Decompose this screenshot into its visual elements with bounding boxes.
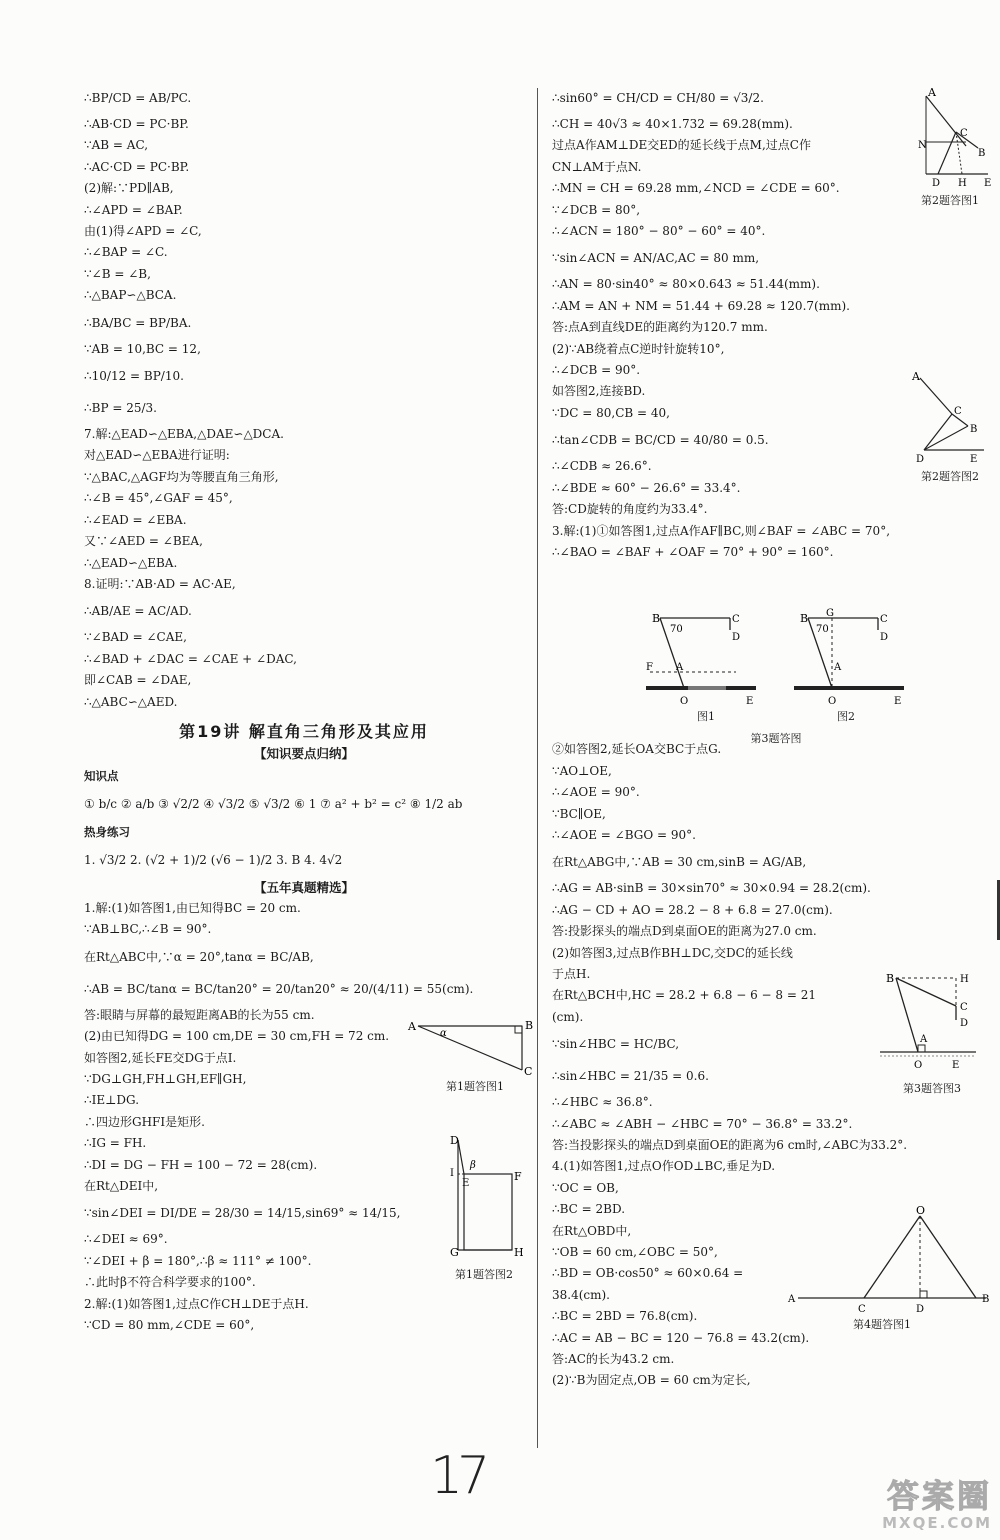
q2-fig2-caption: 第2题答图2 bbox=[921, 470, 979, 483]
q3f2-label-c: C bbox=[880, 614, 888, 625]
left-after-lines-line: ∵AB⊥BC,∴∠B = 90°. bbox=[84, 922, 212, 937]
q2f2-label-a: A bbox=[912, 370, 920, 383]
left-lines-line: ∵∠B = ∠B, bbox=[84, 266, 151, 281]
left-after-lines-line: 在Rt△DEI中, bbox=[84, 1179, 159, 1193]
q3-group-caption: 第3题答图 bbox=[750, 732, 802, 745]
right-lines-line: ∴AN = 80·sin40° ≈ 80×0.643 ≈ 51.44(mm). bbox=[552, 277, 820, 292]
q1f2-label-beta: β bbox=[470, 1160, 476, 1171]
left-lines-line: ∴∠B = 45°,∠GAF = 45°, bbox=[84, 491, 233, 506]
right-after-lines-line: ∴∠AOE = 90°. bbox=[552, 785, 640, 800]
left-after-lines-line: ∴DI = DG − FH = 100 − 72 = 28(cm). bbox=[84, 1157, 318, 1172]
q2f1-label-a: A bbox=[928, 86, 936, 99]
q2f2-label-c: C bbox=[954, 406, 962, 417]
q1-fig2-drawing bbox=[444, 1132, 530, 1264]
right-lines-line: 答:点A到直线DE的距离约为120.7 mm. bbox=[552, 320, 768, 335]
q1f2-label-f: F bbox=[514, 1170, 522, 1183]
left-after-lines-line: ∴∠DEI ≈ 69°. bbox=[84, 1232, 168, 1247]
right-after-lines-line: ∵BC∥OE, bbox=[552, 806, 606, 821]
left-after-lines-line: ∵∠DEI + β = 180°,∴β ≈ 111° ≠ 100°. bbox=[84, 1253, 312, 1268]
right-after-lines-line: ∴∠HBC ≈ 36.8°. bbox=[552, 1095, 653, 1110]
right-after-lines-line: ∵OC = OB, bbox=[552, 1180, 619, 1195]
q3f1-label-c: C bbox=[732, 614, 740, 625]
q3f3-label-a: A bbox=[920, 1034, 928, 1045]
q3-fig3-caption: 第3题答图3 bbox=[903, 1082, 961, 1095]
right-after-lines-line: (2)如答图3,过点B作BH⊥DC,交DC的延长线 bbox=[552, 945, 793, 960]
q3-sub1 bbox=[646, 612, 756, 707]
right-after-lines-line: ∴BC = 2BD = 76.8(cm). bbox=[552, 1309, 698, 1324]
left-after-lines-line: 在Rt△ABC中,∵α = 20°,tanα = BC/AB, bbox=[84, 949, 314, 964]
q3f1-label-f: F bbox=[646, 662, 653, 673]
q1f2-label-i: I bbox=[450, 1168, 454, 1179]
right-lines-line: ∴∠CDB ≈ 26.6°. bbox=[552, 459, 652, 474]
q1f1-label-a: A bbox=[408, 1020, 416, 1033]
right-lines-line: ∴tan∠CDB = BC/CD = 40/80 = 0.5. bbox=[552, 433, 769, 448]
right-after-lines-line: 答:AC的长为43.2 cm. bbox=[552, 1352, 675, 1367]
q4f1-label-o: O bbox=[916, 1204, 926, 1217]
left-lines-line: ∴BA/BC = BP/BA. bbox=[84, 315, 192, 330]
q3f2-label-b: B bbox=[800, 612, 809, 625]
q2-figure-1 bbox=[904, 86, 996, 208]
q4f1-label-b: B bbox=[982, 1294, 990, 1305]
q2-figure-2 bbox=[904, 370, 996, 484]
left-after-lines-line: 如答图2,延长FE交DG于点I. bbox=[84, 1050, 237, 1065]
knowledge-heading: 【知识要点归纳】 bbox=[253, 745, 354, 761]
right-lines-line: CN⊥AM于点N. bbox=[552, 159, 642, 174]
left-lines-line: ∵AB = AC, bbox=[84, 138, 149, 153]
q3-subcaptions bbox=[636, 706, 916, 724]
right-after-lines-line: 于点H. bbox=[552, 966, 591, 981]
right-after-lines-line: ∴sin∠HBC = 21/35 = 0.6. bbox=[552, 1069, 709, 1084]
q3f2-label-a: A bbox=[834, 662, 842, 673]
q3-figures-drawing bbox=[636, 610, 916, 706]
right-lines-line: ∵∠DCB = 80°, bbox=[552, 202, 641, 217]
warmup-answers: 1. √3/2 2. (√2 + 1)/2 (√6 − 1)/2 3. B 4. 4√2 bbox=[84, 852, 343, 867]
right-lines-line: ∴MN = CH = 69.28 mm,∠NCD = ∠CDE = 60°. bbox=[552, 181, 840, 196]
right-lines-line: ∴∠DCB = 90°. bbox=[552, 363, 641, 378]
left-lines-line: ∴△EAD∽△EBA. bbox=[84, 555, 178, 570]
q3f3-label-b: B bbox=[886, 972, 895, 985]
right-after-lines-line: (cm). bbox=[552, 1009, 584, 1024]
right-after-lines-line: ∴AG = AB·sinB = 30×sin70° ≈ 30×0.94 = 28.2(cm). bbox=[552, 881, 871, 896]
right-after-lines-line: ②如答图2,延长OA交BC于点G. bbox=[552, 742, 722, 757]
q2f1-label-c: C bbox=[960, 128, 968, 139]
q3-figure-3 bbox=[880, 968, 984, 1096]
right-lines-line: (2)∵AB绕着点C逆时针旋转10°, bbox=[552, 341, 725, 356]
q1f1-label-alpha: α bbox=[440, 1028, 447, 1039]
q2f2-label-d: D bbox=[916, 454, 925, 465]
left-lines-line: ∴AB/AE = AC/AD. bbox=[84, 604, 192, 619]
q2-fig1-drawing bbox=[904, 86, 996, 190]
left-after-lines-line: ∴四边形GHFI是矩形. bbox=[84, 1114, 205, 1129]
left-lines-line: ∴BP/CD = AB/PC. bbox=[84, 91, 192, 105]
left-lines-line: ∴10/12 = BP/10. bbox=[84, 369, 184, 384]
left-lines-line: 即∠CAB = ∠DAE, bbox=[84, 673, 192, 688]
q3-fig3-drawing bbox=[880, 968, 984, 1078]
q3f1-label-b: B bbox=[652, 612, 661, 625]
left-lines-line: ∴AC·CD = PC·BP. bbox=[84, 159, 190, 174]
q3f2-label-o: O bbox=[828, 696, 837, 707]
q2f1-label-n: N bbox=[918, 140, 927, 151]
q2-fig2-drawing bbox=[904, 370, 996, 466]
right-after-lines-line: ∴∠ABC ≈ ∠ABH − ∠HBC = 70° − 36.8° = 33.2°. bbox=[552, 1116, 853, 1131]
q1-figure-1 bbox=[404, 1018, 532, 1094]
right-after-lines-line: 答:当投影探头的端点D到桌面OE的距离为6 cm时,∠ABC为33.2°. bbox=[552, 1138, 908, 1152]
right-after-lines-line: ∴AG − CD + AO = 28.2 − 8 + 6.8 = 27.0(cm). bbox=[552, 902, 833, 917]
right-lines-line: ∴CH = 40√3 ≈ 40×1.732 = 69.28(mm). bbox=[552, 117, 793, 131]
q2f2-label-e: E bbox=[970, 454, 978, 465]
right-after-lines-line: 在Rt△OBD中, bbox=[552, 1223, 632, 1238]
right-lines-line: 答:CD旋转的角度约为33.4°. bbox=[552, 502, 708, 517]
right-after-lines-line: ∵AO⊥OE, bbox=[552, 763, 612, 778]
left-after-lines-line: ∵DG⊥GH,FH⊥GH,EF∥GH, bbox=[84, 1071, 247, 1086]
q2f1-label-b: B bbox=[978, 148, 986, 159]
q3f2-label-d: D bbox=[880, 632, 889, 643]
q2-fig1-caption: 第2题答图1 bbox=[921, 194, 979, 207]
watermark-logo bbox=[842, 1478, 992, 1536]
knowledge-label: 知识点 bbox=[84, 768, 119, 783]
q1f2-label-d: D bbox=[450, 1134, 459, 1147]
right-lines-line: ∵DC = 80,CB = 40, bbox=[552, 405, 670, 420]
q1f1-label-c: C bbox=[524, 1065, 533, 1078]
left-lines-line: ∵AB = 10,BC = 12, bbox=[84, 341, 201, 356]
left-after-lines-line: ∴此时β不符合科学要求的100°. bbox=[84, 1275, 256, 1290]
left-lines-line: ∴△ABC∽△AED. bbox=[84, 694, 178, 709]
q1-fig2-caption: 第1题答图2 bbox=[455, 1268, 513, 1281]
right-after-lines-line: (2)∵B为固定点,OB = 60 cm为定长, bbox=[552, 1373, 751, 1388]
q3f1-label-e: E bbox=[746, 696, 754, 707]
q2f1-label-e: E bbox=[984, 178, 992, 189]
left-lines-line: ∴∠BAP = ∠C. bbox=[84, 245, 168, 260]
warmup-label: 热身练习 bbox=[84, 824, 130, 839]
left-after-lines-line: 1.解:(1)如答图1,由已知得BC = 20 cm. bbox=[84, 900, 301, 915]
left-after-lines-line: ∴IE⊥DG. bbox=[84, 1093, 140, 1108]
q1f2-label-g: G bbox=[450, 1246, 459, 1259]
q1-fig1-caption: 第1题答图1 bbox=[446, 1080, 504, 1093]
right-after-lines-line: ∴∠AOE = ∠BGO = 90°. bbox=[552, 827, 696, 842]
q4-figure-1 bbox=[786, 1206, 998, 1332]
left-lines-line: ∴BP = 25/3. bbox=[84, 401, 157, 416]
q3f3-label-o: O bbox=[914, 1060, 923, 1071]
right-lines-line: ∴∠BAO = ∠BAF + ∠OAF = 70° + 90° = 160°. bbox=[552, 544, 834, 559]
left-lines-line: ∴∠APD = ∠BAP. bbox=[84, 202, 183, 217]
q2f1-label-h: H bbox=[958, 178, 967, 189]
left-after-lines-line: ∴AB = BC/tanα = BC/tan20° = 20/tan20° ≈ 20/(4/11) = 55(cm). bbox=[84, 981, 474, 996]
right-lines-line: ∴AM = AN + NM = 51.44 + 69.28 ≈ 120.7(mm). bbox=[552, 298, 850, 313]
q3f1-label-d: D bbox=[732, 632, 741, 643]
right-lines-line: 3.解:(1)①如答图1,过点A作AF∥BC,则∠BAF = ∠ABC = 70°, bbox=[552, 523, 891, 538]
q2f2-label-b: B bbox=[970, 424, 978, 435]
q1f2-label-h: H bbox=[514, 1246, 524, 1259]
q3f3-label-c: C bbox=[960, 1002, 968, 1013]
left-lines-line: 8.证明:∵AB·AD = AC·AE, bbox=[84, 576, 236, 591]
q3-sub2 bbox=[794, 608, 904, 707]
knowledge-answers: ① b/c ② a/b ③ √2/2 ④ √3/2 ⑤ √3/2 ⑥ 1 ⑦ a² + b² = c² ⑧ 1/2 ab bbox=[84, 796, 463, 811]
right-after-lines-line: ∴BD = OB·cos50° ≈ 60×0.64 = bbox=[552, 1266, 744, 1281]
q3f3-label-d: D bbox=[960, 1018, 969, 1029]
q3f2-label-70: 70 bbox=[816, 624, 829, 635]
q3-figures bbox=[636, 610, 916, 746]
left-after-lines-line: (2)由已知得DG = 100 cm,DE = 30 cm,FH = 72 cm. bbox=[84, 1029, 390, 1044]
left-solution-lines bbox=[84, 82, 524, 713]
q3-sub1-caption: 图1 bbox=[697, 710, 715, 723]
right-lines-line: ∴∠BDE ≈ 60° − 26.6° = 33.4°. bbox=[552, 480, 741, 495]
q4f1-label-c: C bbox=[858, 1304, 866, 1315]
lesson-title: 第19讲 解直角三角形及其应用 bbox=[179, 721, 429, 741]
right-after-lines-line: ∵sin∠HBC = HC/BC, bbox=[552, 1037, 680, 1052]
column-divider bbox=[537, 88, 538, 1448]
left-lines-line: ∴AB·CD = PC·BP. bbox=[84, 117, 189, 131]
q3f2-label-g: G bbox=[826, 608, 834, 619]
q3-sub2-caption: 图2 bbox=[837, 710, 855, 723]
left-lines-line: 7.解:△EAD∽△EBA,△DAE∽△DCA. bbox=[84, 427, 284, 442]
q1f1-label-b: B bbox=[525, 1019, 534, 1032]
right-after-lines-line: 在Rt△BCH中,HC = 28.2 + 6.8 − 6 − 8 = 21 bbox=[552, 988, 816, 1003]
right-after-lines-line: ∴AC = AB − BC = 120 − 76.8 = 43.2(cm). bbox=[552, 1330, 810, 1345]
left-after-lines-line: 答:眼睛与屏幕的最短距离AB的长为55 cm. bbox=[84, 1007, 315, 1022]
left-lines-line: ∴∠BAD + ∠DAC = ∠CAE + ∠DAC, bbox=[84, 651, 297, 666]
left-lines-line: ∴∠EAD = ∠EBA. bbox=[84, 512, 187, 527]
left-lines-line: 由(1)得∠APD = ∠C, bbox=[84, 224, 202, 239]
q3f1-label-70: 70 bbox=[670, 624, 683, 635]
q4-fig1-drawing bbox=[786, 1206, 998, 1314]
q3f1-label-o: O bbox=[680, 696, 689, 707]
left-after-lines-line: ∴IG = FH. bbox=[84, 1136, 147, 1151]
right-after-lines-line: 38.4(cm). bbox=[552, 1287, 610, 1302]
left-after-lines-line: ∵sin∠DEI = DI/DE = 28/30 = 14/15,sin69° ≈ 14/15, bbox=[84, 1206, 401, 1221]
q2f1-label-d: D bbox=[932, 178, 941, 189]
right-lines-line: ∵sin∠ACN = AN/AC,AC = 80 mm, bbox=[552, 251, 760, 266]
right-lines-line: 如答图2,连接BD. bbox=[552, 384, 646, 399]
q3f2-label-e: E bbox=[894, 696, 902, 707]
page-number: 17 bbox=[430, 1446, 485, 1506]
right-after-lines-line: 4.(1)如答图1,过点O作OD⊥BC,垂足为D. bbox=[552, 1159, 776, 1174]
q1-fig1-drawing bbox=[404, 1018, 532, 1076]
q1f2-label-e: E bbox=[462, 1178, 470, 1189]
right-after-lines-line: 在Rt△ABG中,∵AB = 30 cm,sinB = AG/AB, bbox=[552, 855, 807, 870]
q3f3-label-h: H bbox=[960, 974, 969, 985]
right-after-lines-line: ∵OB = 60 cm,∠OBC = 50°, bbox=[552, 1245, 718, 1260]
right-lines-line: ∴∠ACN = 180° − 80° − 60° = 40°. bbox=[552, 224, 766, 239]
five-year-heading: 【五年真题精选】 bbox=[253, 879, 354, 895]
q4-fig1-caption: 第4题答图1 bbox=[853, 1318, 911, 1331]
right-lines-line: ∴sin60° = CH/CD = CH/80 = √3/2. bbox=[552, 91, 764, 105]
q4f1-label-a: A bbox=[788, 1294, 796, 1305]
right-lines-line: 过点A作AM⊥DE交ED的延长线于点M,过点C作 bbox=[552, 138, 811, 153]
right-after-lines-line: 答:投影探头的端点D到桌面OE的距离为27.0 cm. bbox=[552, 924, 817, 939]
left-lines-line: ∵∠BAD = ∠CAE, bbox=[84, 630, 187, 645]
q1-figure-2 bbox=[444, 1132, 530, 1282]
left-lines-line: 又∵∠AED = ∠BEA, bbox=[84, 534, 203, 549]
left-lines-line: 对△EAD∽△EBA进行证明: bbox=[84, 448, 230, 463]
left-after-lines-line: ∵CD = 80 mm,∠CDE = 60°, bbox=[84, 1318, 255, 1333]
q4f1-label-d: D bbox=[916, 1304, 925, 1315]
left-lines-line: ∴△BAP∽△BCA. bbox=[84, 288, 177, 303]
watermark-logo-text: 答案圈 bbox=[886, 1477, 992, 1515]
right-after-lines-line: ∴BC = 2BD. bbox=[552, 1202, 626, 1217]
left-lines-line: ∵△BAC,△AGF均为等腰直角三角形, bbox=[84, 469, 279, 484]
q3f3-label-e: E bbox=[952, 1060, 960, 1071]
left-after-lines-line: 2.解:(1)如答图1,过点C作CH⊥DE于点H. bbox=[84, 1296, 309, 1311]
q3f1-label-a: A bbox=[676, 662, 684, 673]
left-lines-line: (2)解:∵PD∥AB, bbox=[84, 181, 174, 196]
watermark-url: MXQE.COM bbox=[882, 1514, 992, 1532]
